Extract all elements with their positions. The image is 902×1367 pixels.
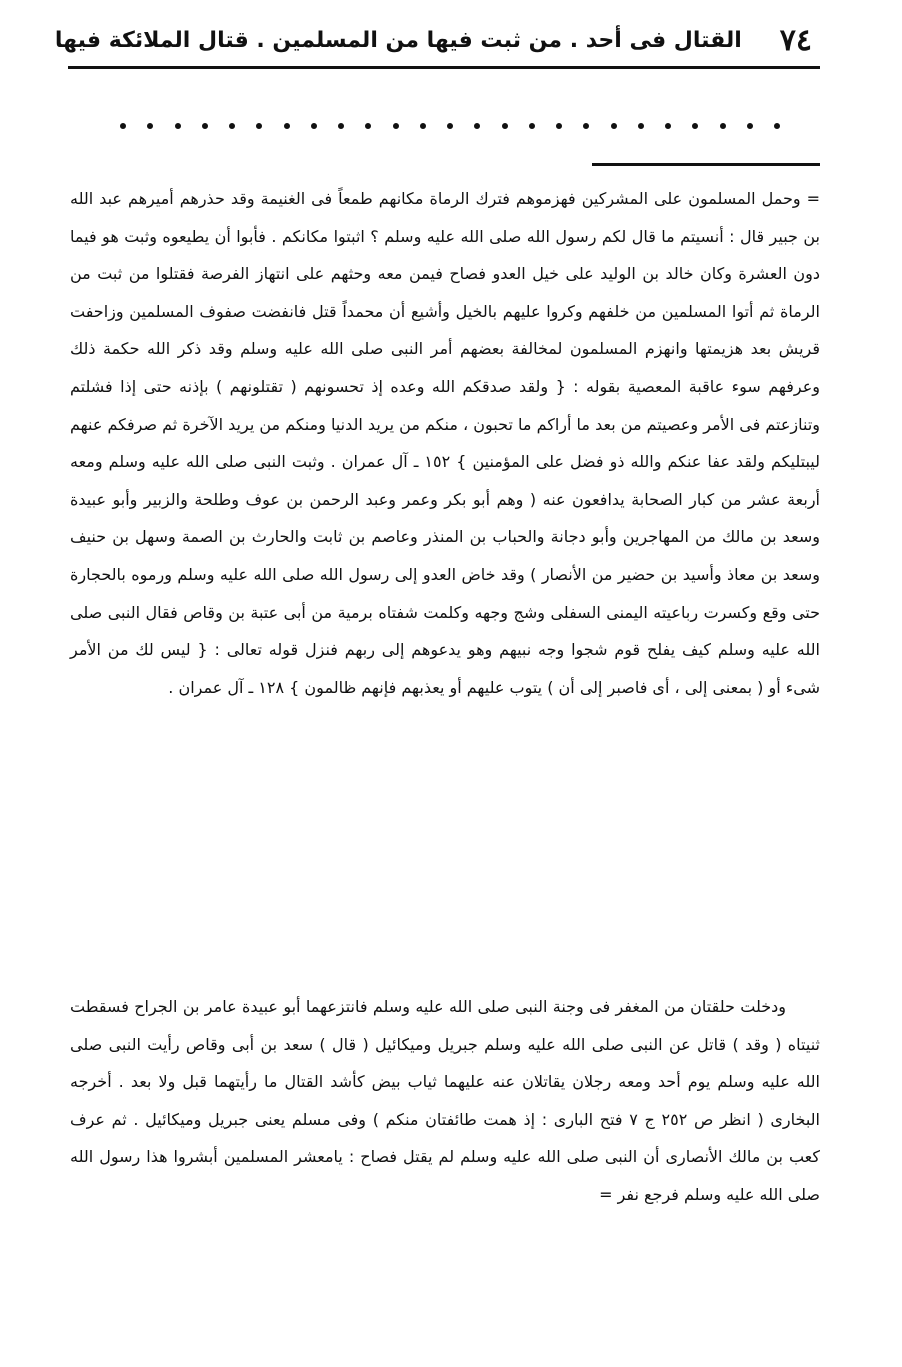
page-number: ٧٤: [779, 22, 812, 58]
separator-dot: [202, 123, 208, 129]
separator-dot: [638, 123, 644, 129]
separator-dot: [311, 123, 317, 129]
separator-dot: [338, 123, 344, 129]
footnote-text: [70, 180, 820, 1214]
separator-dot: [529, 123, 535, 129]
separator-dot: [147, 123, 153, 129]
separator-dot: [747, 123, 753, 129]
separator-dot: [474, 123, 480, 129]
dotted-separator: [120, 118, 780, 134]
separator-dot: [256, 123, 262, 129]
separator-dot: [365, 123, 371, 129]
separator-dot: [175, 123, 181, 129]
running-title: القتال فى أحد . من ثبت فيها من المسلمين . قتال الملائكة فيها: [54, 27, 742, 53]
separator-dot: [284, 123, 290, 129]
separator-dot: [611, 123, 617, 129]
separator-dot: [692, 123, 698, 129]
separator-dot: [774, 123, 780, 129]
running-head: [54, 18, 812, 62]
header-rule: [68, 66, 820, 69]
footnote-rule: [592, 163, 820, 166]
separator-dot: [720, 123, 726, 129]
separator-dot: [502, 123, 508, 129]
paragraph-1: = وحمل المسلمون على المشركين فهزموهم فترك الرماة مكانهم طمعاً فى الغنيمة وقد حذرهم أميرهم عبد الله بن جبير قال : أنسيتم ما قال لكم رسول الله صلى الله عليه وسلم ؟ اثبتوا مكانكم . فأبوا أن يطيعوه وثبت هو فيما دون العشرة وكان خالد بن الوليد على خيل العدو فصاح فيمن معه وحثهم على انتهاز الفرصة فقتلوا من ثبت من الرماة ثم أتوا المسلمين من خلفهم وكروا عليهم بالخيل وأشيع أن محمداً قتل فانفضت صفوف المسلمين وزاحفت قريش بعد هزيمتها وانهزم المسلمون لمخالفة بعضهم أمر النبى صلى الله عليه وسلم وقد ذكر الله حكمة ذلك وعرفهم سوء عاقبة المعصية بقوله : { ولقد صدقكم الله وعده إذ تحسونهم ( تقتلونهم ) بإذنه حتى إذا فشلتم وتنازعتم فى الأمر وعصيتم من بعد ما أراكم ما تحبون ، منكم من يريد الدنيا ومنكم من يريد الآخرة ثم صرفكم عنهم ليبتليكم ولقد عفا عنكم والله ذو فضل على المؤمنين } ١٥٢ ـ آل عمران . وثبت النبى صلى الله عليه وسلم ومعه أربعة عشر من كبار الصحابة يدافعون عنه ( وهم أبو بكر وعمر وعبد الرحمن بن عوف وطلحة والزبير وأبو عبيدة وسعد بن مالك من المهاجرين وأبو دجانة والحباب بن المنذر وعاصم بن ثابت والحارث بن الصمة وسهل بن حنيف وسعد بن معاذ وأسيد بن حضير من الأنصار ) وقد خاض العدو إلى رسول الله صلى الله عليه وسلم ورموه بالحجارة حتى وقع وكسرت رباعيته اليمنى السفلى وشج وجهه وكلمت شفتاه برمية من أبى عتبة بن وقاص فقال النبى صلى الله عليه وسلم كيف يفلح قوم شجوا وجه نبيهم وهو يدعوهم إلى ربهم فنزل قوله تعالى : { ليس لك من الأمر شىء أو ( بمعنى إلى ، أى فاصبر إلى أن ) يتوب عليهم أو يعذبهم فإنهم ظالمون } ١٢٨ ـ آل عمران .: [70, 189, 821, 697]
separator-dot: [665, 123, 671, 129]
separator-dot: [420, 123, 426, 129]
separator-dot: [556, 123, 562, 129]
separator-dot: [583, 123, 589, 129]
separator-dot: [120, 123, 126, 129]
separator-dot: [229, 123, 235, 129]
paragraph-2: ودخلت حلقتان من المغفر فى وجنة النبى صلى الله عليه وسلم فانتزعهما أبو عبيدة عامر بن الجراح فسقطت ثنيتاه ( وقد ) قاتل عن النبى صلى الله عليه وسلم جبريل وميكائيل ( قال ) سعد بن أبى وقاص رأيت النبى صلى الله عليه وسلم يوم أحد ومعه رجلان يقاتلان عنه عليهما ثياب بيض كأشد القتال ما رأيتهما قبل ولا بعد . أخرجه البخارى ( انظر ص ٢٥٢ ج ٧ فتح البارى : إذ همت طائفتان منكم ) وفى مسلم يعنى جبريل وميكائيل . ثم عرف كعب بن مالك الأنصارى أن النبى صلى الله عليه وسلم لم يقتل فصاح : يامعشر المسلمين أبشروا هذا رسول الله صلى الله عليه وسلم فرجع نفر =: [70, 997, 820, 1204]
separator-dot: [447, 123, 453, 129]
separator-dot: [393, 123, 399, 129]
